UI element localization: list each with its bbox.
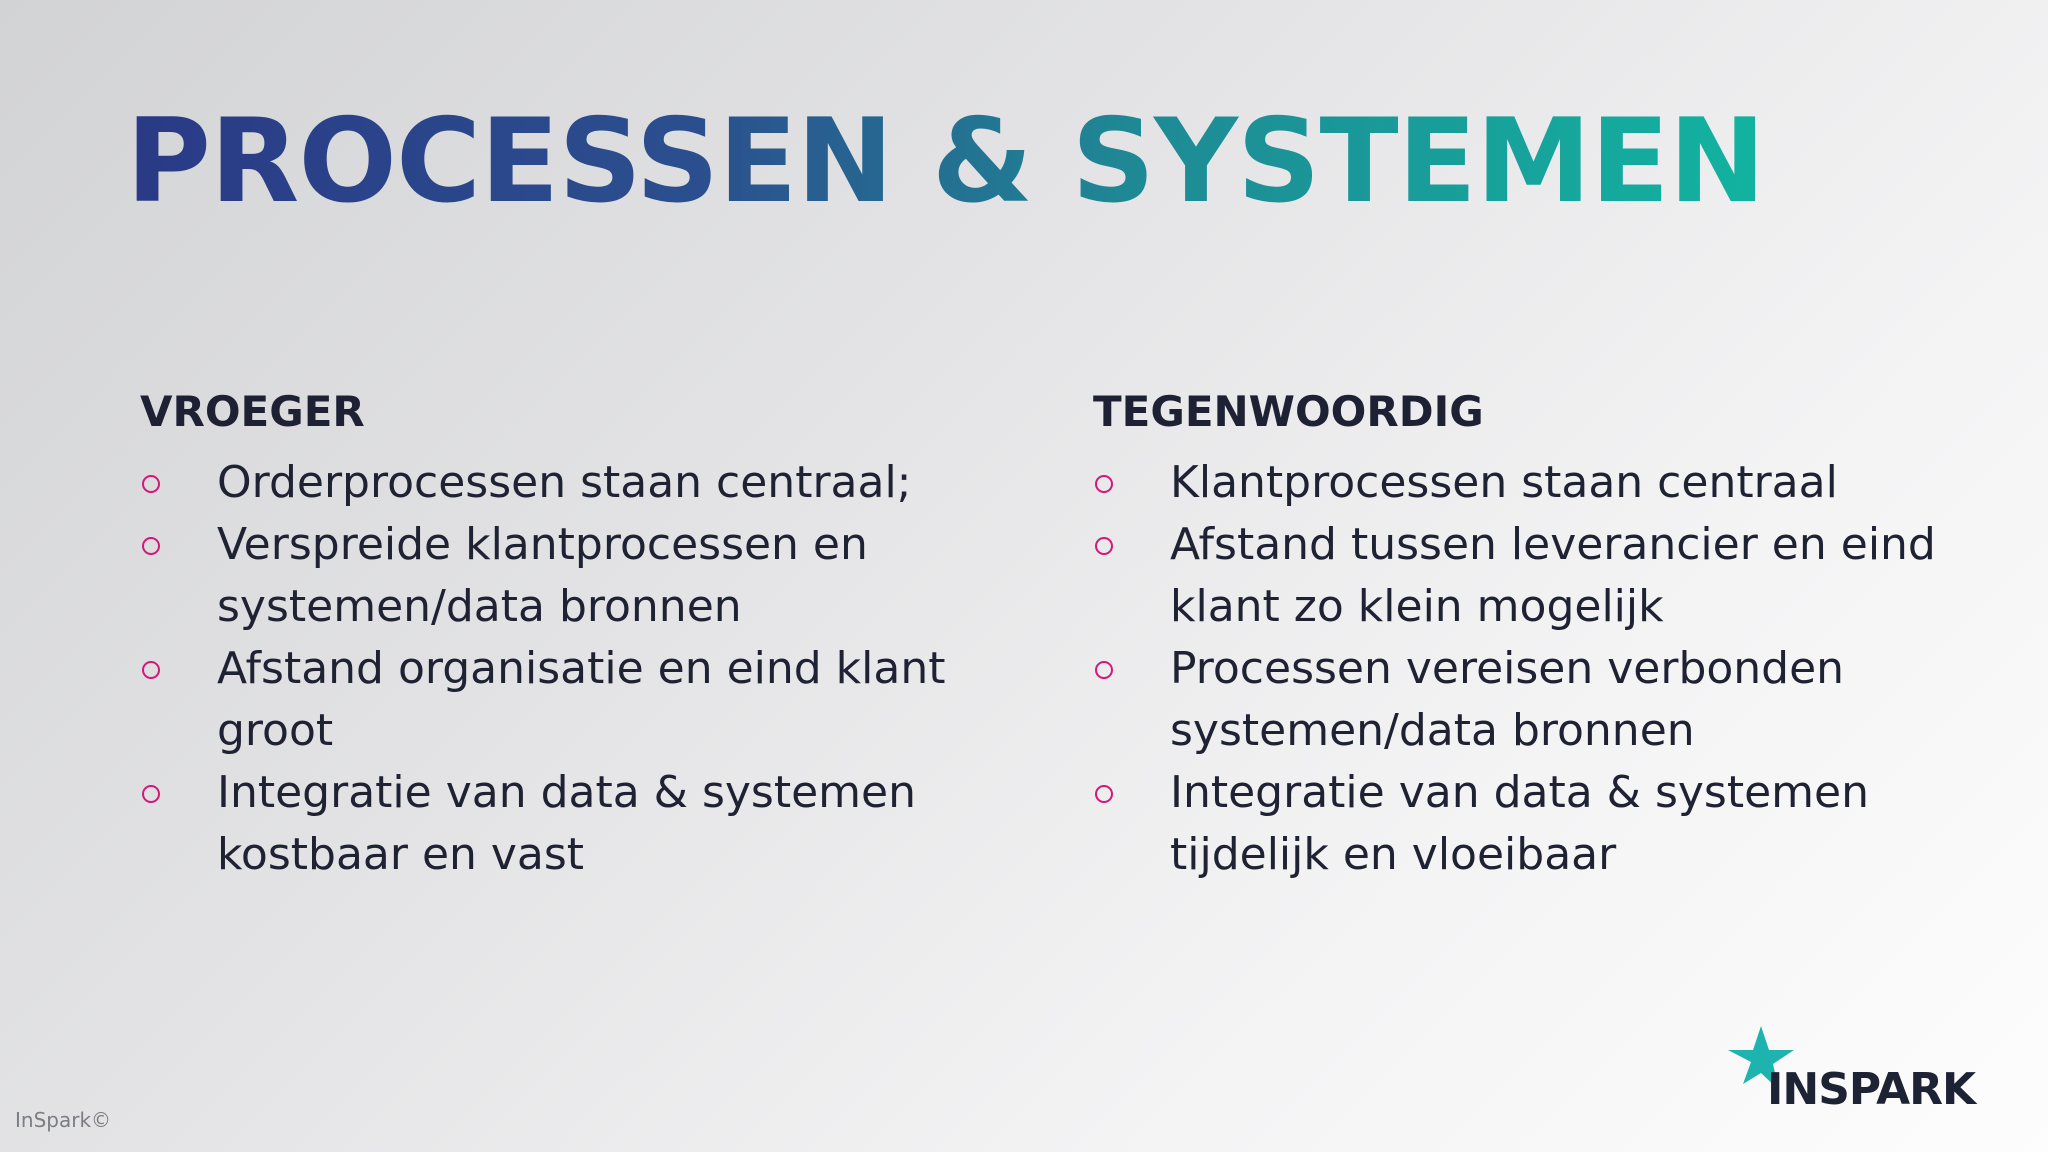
circle-bullet-icon (142, 661, 160, 679)
bullet-item (140, 514, 1020, 638)
circle-bullet-icon (1095, 661, 1113, 679)
copyright-text: InSpark© (15, 1108, 112, 1132)
logo-wordmark: INSPARK (1767, 1064, 1976, 1115)
column-heading: TEGENWOORDIG (1093, 387, 1484, 436)
slide-title: PROCESSEN & SYSTEMEN (126, 94, 1765, 229)
bullet-item (1093, 762, 1973, 886)
bullet-text-line: Integratie van data & systemen (217, 767, 916, 818)
circle-bullet-icon (1095, 475, 1113, 493)
bullet-item (1093, 638, 1973, 762)
bullet-text-line: systemen/data bronnen (1170, 705, 1695, 756)
bullet-list (140, 452, 1020, 886)
bullet-text-line: Afstand tussen leverancier en eind (1170, 519, 1936, 570)
bullet-item (1093, 514, 1973, 638)
bullet-text-line: klant zo klein mogelijk (1170, 581, 1664, 632)
bullet-item (140, 638, 1020, 762)
bullet-list (1093, 452, 1973, 886)
bullet-text-line: systemen/data bronnen (217, 581, 742, 632)
column-tegenwoordig (1093, 384, 1973, 886)
bullet-item (140, 452, 1020, 514)
column-vroeger (140, 384, 1020, 886)
bullet-text-line: Processen vereisen verbonden (1170, 643, 1845, 694)
bullet-text-line: Integratie van data & systemen (1170, 767, 1869, 818)
bullet-text-line: kostbaar en vast (217, 829, 585, 880)
circle-bullet-icon (1095, 785, 1113, 803)
circle-bullet-icon (142, 475, 160, 493)
bullet-text-line: Afstand organisatie en eind klant (217, 643, 946, 694)
circle-bullet-icon (1095, 537, 1113, 555)
bullet-text-line: groot (217, 705, 334, 756)
column-heading: VROEGER (140, 387, 365, 436)
bullet-text-line: Verspreide klantprocessen en (217, 519, 868, 570)
bullet-item (140, 762, 1020, 886)
circle-bullet-icon (142, 785, 160, 803)
inspark-logo (1726, 1024, 1976, 1115)
bullet-text-line: Orderprocessen staan centraal; (217, 457, 912, 508)
circle-bullet-icon (142, 537, 160, 555)
bullet-text-line: Klantprocessen staan centraal (1170, 457, 1838, 508)
bullet-text-line: tijdelijk en vloeibaar (1170, 829, 1617, 880)
bullet-item (1093, 452, 1973, 514)
